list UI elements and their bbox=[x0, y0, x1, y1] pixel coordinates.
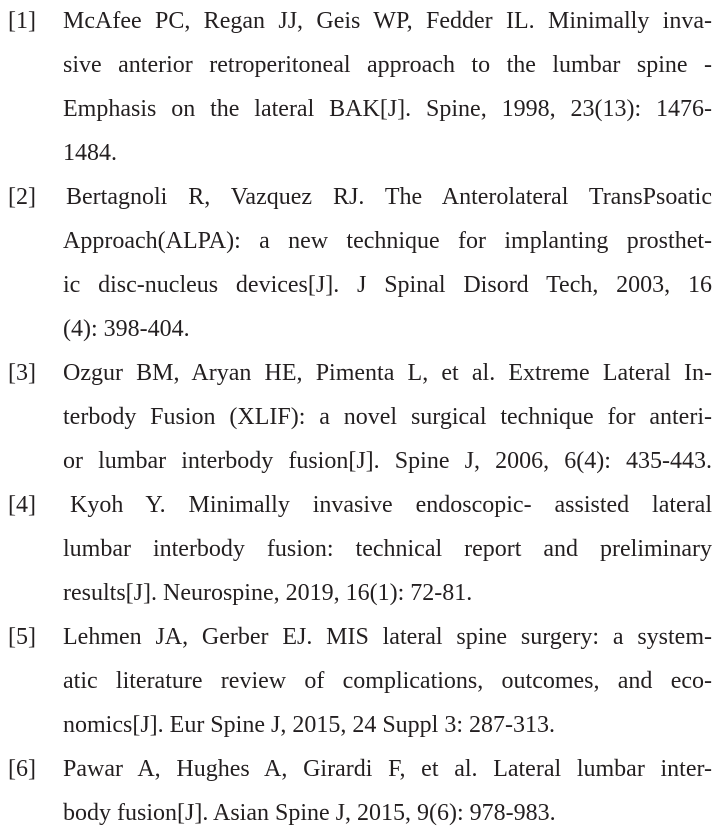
reference-1-line-3: Emphasis on the lateral BAK[J]. Spine, 1998, 23(13): 1476- bbox=[63, 96, 712, 122]
reference-2-line-1: Bertagnoli R, Vazquez RJ. The Anterolateral TransPsoatic bbox=[66, 184, 712, 210]
reference-4-line-1: Kyoh Y. Minimally invasive endoscopic- assisted lateral bbox=[70, 492, 712, 518]
reference-6-line-1: Pawar A, Hughes A, Girardi F, et al. Lateral lumbar inter- bbox=[63, 756, 712, 782]
reference-6-label: [6] bbox=[8, 756, 36, 782]
reference-1-label: [1] bbox=[8, 8, 36, 34]
reference-1-line-2: sive anterior retroperitoneal approach to the lumbar spine - bbox=[63, 52, 712, 78]
reference-2-line-3: ic disc-nucleus devices[J]. J Spinal Disord Tech, 2003, 16 bbox=[63, 272, 712, 298]
reference-5-line-3: nomics[J]. Eur Spine J, 2015, 24 Suppl 3: 287-313. bbox=[63, 712, 555, 738]
reference-5-label: [5] bbox=[8, 624, 36, 650]
reference-5-line-2: atic literature review of complications, outcomes, and eco- bbox=[63, 668, 712, 694]
reference-3-label: [3] bbox=[8, 360, 36, 386]
reference-2-label: [2] bbox=[8, 184, 36, 210]
reference-3-line-3: or lumbar interbody fusion[J]. Spine J, 2006, 6(4): 435-443. bbox=[63, 448, 712, 474]
reference-6-line-2: body fusion[J]. Asian Spine J, 2015, 9(6): 978-983. bbox=[63, 800, 556, 826]
reference-4-line-2: lumbar interbody fusion: technical report and preliminary bbox=[63, 536, 712, 562]
reference-3-line-2: terbody Fusion (XLIF): a novel surgical technique for anteri- bbox=[63, 404, 712, 430]
reference-1-line-1: McAfee PC, Regan JJ, Geis WP, Fedder IL. Minimally inva- bbox=[63, 8, 712, 34]
reference-4-label: [4] bbox=[8, 492, 36, 518]
reference-1-line-4: 1484. bbox=[63, 140, 117, 166]
reference-4-line-3: results[J]. Neurospine, 2019, 16(1): 72-81. bbox=[63, 580, 473, 606]
reference-2-line-2: Approach(ALPA): a new technique for implanting prosthet- bbox=[63, 228, 712, 254]
reference-3-line-1: Ozgur BM, Aryan HE, Pimenta L, et al. Extreme Lateral In- bbox=[63, 360, 712, 386]
reference-5-line-1: Lehmen JA, Gerber EJ. MIS lateral spine surgery: a system- bbox=[63, 624, 712, 650]
reference-2-line-4: (4): 398-404. bbox=[63, 316, 190, 342]
